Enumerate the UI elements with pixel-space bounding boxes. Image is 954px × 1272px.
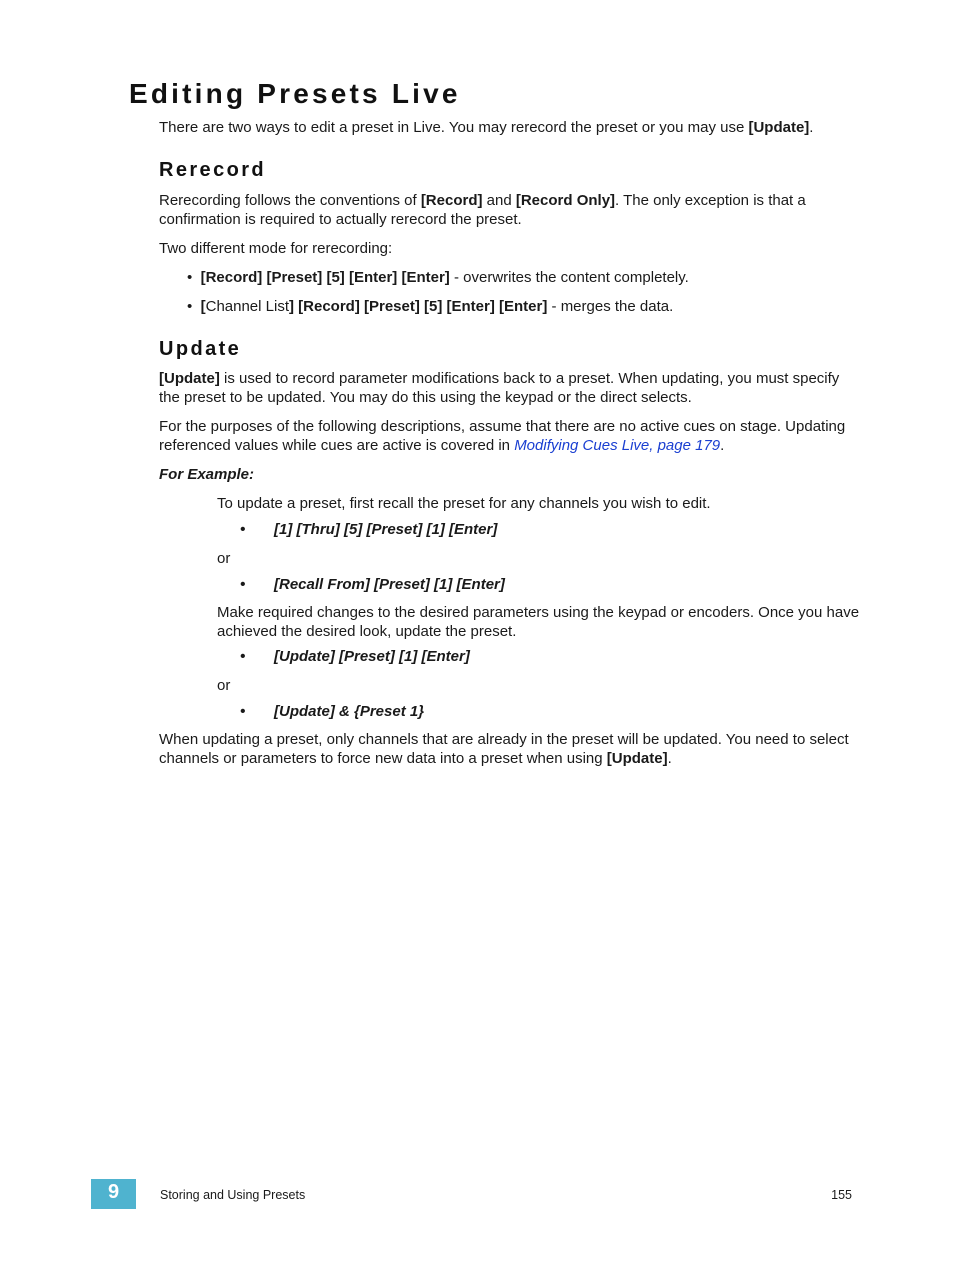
chapter-tab: 9 [91, 1179, 136, 1209]
bullet: • [187, 269, 193, 286]
example-label: For Example: [159, 466, 255, 483]
bullet: • [240, 648, 246, 665]
or-text: or [217, 677, 231, 694]
rerecord-modes-intro: Two different mode for rerecording: [159, 240, 393, 257]
rerecord-paragraph [159, 191, 859, 229]
update-key: [Update] [159, 370, 220, 387]
rerecord-text: . The only exception is that a confirmation is required to actually rerecord the preset. [159, 192, 806, 228]
or-text: or [217, 550, 231, 567]
section-heading-rerecord: Rerecord [159, 159, 267, 181]
page-number: 155 [831, 1188, 852, 1202]
key-sequence: [Update] [Preset] [1] [Enter] [274, 648, 470, 665]
final-text: When updating a preset, only channels that are already in the preset will be updated. You need to select channels or parameters to force new data into a preset when using [159, 731, 849, 767]
list-item [187, 297, 673, 316]
update-text: is used to record parameter modifications back to a preset. When updating, you must specify the preset to be updated. You may do this using the keypad or the direct selects. [159, 370, 840, 406]
example-step-text: Make required changes to the desired parameters using the keypad or encoders. Once you have achieved the desired look, update the preset. [217, 604, 860, 640]
final-paragraph [159, 730, 859, 768]
channel-list-text: Channel List [205, 298, 289, 315]
key-sequence: [Record] [Preset] [5] [Enter] [Enter] [200, 269, 450, 286]
update-purposes-paragraph [159, 417, 859, 455]
list-item [240, 521, 498, 538]
rerecord-text: Rerecording follows the conventions of [159, 192, 421, 209]
final-period: . [667, 750, 672, 767]
bullet: • [240, 703, 246, 720]
list-item [240, 703, 425, 720]
update-paragraph [159, 369, 859, 407]
list-item-text: - merges the data. [547, 298, 674, 315]
intro-text: There are two ways to edit a preset in Live. You may rerecord the preset or you may use [159, 119, 749, 136]
key-sequence: ] [Record] [Preset] [5] [Enter] [Enter] [289, 298, 548, 315]
rerecord-text: and [482, 192, 516, 209]
key-sequence: [Update] & {Preset 1} [274, 703, 425, 720]
page-title: Editing Presets Live [129, 78, 461, 109]
list-item [240, 576, 505, 593]
bullet: • [240, 576, 246, 593]
bullet: • [187, 298, 193, 315]
intro-paragraph [159, 118, 859, 137]
list-item-text: - overwrites the content completely. [449, 269, 689, 286]
footer-chapter-title: Storing and Using Presets [160, 1188, 306, 1202]
update-key: [Update] [606, 750, 668, 767]
update-key: [Update] [748, 119, 810, 136]
key-sequence: [Recall From] [Preset] [1] [Enter] [274, 576, 505, 593]
list-item [187, 268, 689, 287]
update-text: For the purposes of the following descriptions, assume that there are no active cues on stage. Updating referenced values while cues are active is covered in [159, 418, 846, 454]
record-only-key: [Record Only] [515, 192, 616, 209]
bracket: [ [200, 298, 206, 315]
bullet: • [240, 521, 246, 538]
example-step-text: To update a preset, first recall the preset for any channels you wish to edit. [217, 495, 711, 512]
intro-period: . [809, 119, 814, 136]
cross-reference-link[interactable]: Modifying Cues Live, page 179 [514, 437, 721, 454]
section-heading-update: Update [159, 338, 242, 360]
list-item [240, 648, 470, 665]
update-period: . [720, 437, 725, 454]
key-sequence: [1] [Thru] [5] [Preset] [1] [Enter] [274, 521, 498, 538]
record-key: [Record] [420, 192, 483, 209]
